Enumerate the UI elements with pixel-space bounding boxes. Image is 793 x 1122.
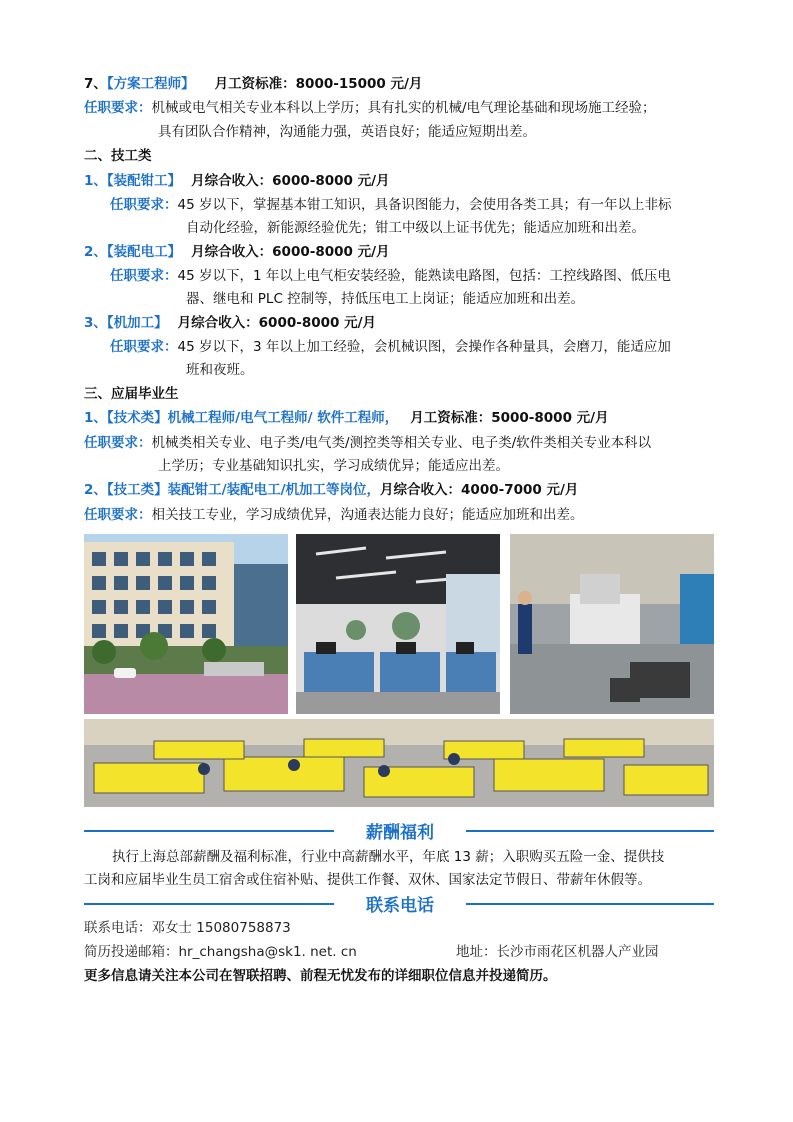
req-text: 相关技工专业，学习成绩优异，沟通表达能力良好；能适应加班和出差。 [151,507,584,523]
benefits-heading: 薪酬福利 [366,823,434,843]
contact-heading: 联系电话 [366,896,434,916]
section-heading-technicians: 二、技工类 [84,148,152,164]
req-text: 机械或电气相关专业本科以上学历；具有扎实的机械/电气理论基础和现场施工经验； [151,100,656,116]
tech-1-req-line1 [110,195,671,215]
job-title: 【装配钳工】 [106,173,182,189]
job-title: 【技术类】机械工程师/电气工程师/ 软件工程师， [106,410,399,426]
job-number: 3、 [84,315,107,331]
tech-2-req-line2: 器、继电和 PLC 控制等，持低压电工上岗证；能适应加班和出差。 [186,291,585,307]
workshop-illustration [510,534,714,714]
req-label: 任职要求： [84,435,152,451]
job-salary: 月综合收入：6000-8000 元/月 [191,173,390,189]
job-salary: 月综合收入：4000-7000 元/月 [380,482,579,498]
job-salary: 月工资标准：5000-8000 元/月 [410,410,609,426]
job-salary: 月工资标准：8000-15000 元/月 [214,76,423,92]
req-text: 45 岁以下，掌握基本钳工知识，具备识图能力，会使用各类工具；有一年以上非标 [177,197,672,213]
divider-right [466,903,714,905]
job-title: 【方案工程师】 [106,76,195,92]
tech-1-req-line2: 自动化经验，新能源经验优先；钳工中级以上证书优先；能适应加班和出差。 [186,220,645,236]
req-label: 任职要求： [110,197,178,213]
photo-assembly-floor [84,719,714,807]
req-label: 任职要求： [84,100,152,116]
photo-office-building [84,534,288,714]
tech-3-req-line2: 班和夜班。 [186,362,254,378]
job-title: 【机加工】 [106,315,168,331]
job-number: 1、 [84,173,107,189]
divider-right [466,830,714,832]
req-label: 任职要求： [110,268,178,284]
grad-2-header [84,480,578,500]
tech-2-req-line1 [110,266,671,286]
tech-3-req-line1 [110,337,671,357]
req-text: 机械类相关专业、电子类/电气类/测控类等相关专业、电子类/软件类相关专业本科以 [151,435,652,451]
job-salary: 月综合收入：6000-8000 元/月 [177,315,377,331]
job-title: 【装配电工】 [106,244,182,260]
job-number: 2、 [84,482,107,498]
open-office-illustration [296,534,500,714]
benefits-line2: 工岗和应届毕业生员工宿舍或住宿补贴、提供工作餐、双休、国家法定节假日、带薪年休假等。 [84,872,651,888]
job-7-header [84,74,422,94]
contact-phone: 联系电话：邓女士 15080758873 [84,920,291,936]
req-label: 任职要求： [84,507,152,523]
job-number: 1、 [84,410,107,426]
req-text: 45 岁以下，1 年以上电气柜安装经验，能熟读电路图，包括：工控线路图、低压电 [177,268,671,284]
contact-address: 地址：长沙市雨花区机器人产业园 [456,944,659,960]
tech-2-header [84,242,390,262]
job-title: 【技工类】装配钳工/装配电工/机加工等岗位， [106,482,381,498]
tech-3-header [84,313,376,333]
job-number: 7、 [84,76,107,92]
grad-2-req-line1 [84,505,584,525]
req-text: 45 岁以下，3 年以上加工经验，会机械识图，会操作各种量具，会磨刀，能适应加 [177,339,671,355]
job-7-req-line2: 具有团队合作精神，沟通能力强，英语良好；能适应短期出差。 [158,124,536,140]
job-salary: 月综合收入：6000-8000 元/月 [191,244,390,260]
photo-open-office [296,534,500,714]
grad-1-req-line2: 上学历；专业基础知识扎实，学习成绩优异；能适应出差。 [158,458,509,474]
tech-1-header [84,171,390,191]
grad-1-header [84,408,609,428]
assembly-floor-illustration [84,719,714,807]
section-heading-graduates: 三、应届毕业生 [84,386,179,402]
contact-email[interactable]: 简历投递邮箱：hr_changsha@sk1. net. cn [84,944,357,960]
photo-machining-workshop [510,534,714,714]
req-label: 任职要求： [110,339,178,355]
grad-1-req-line1 [84,433,651,453]
job-number: 2、 [84,244,107,260]
job-7-req-line1 [84,98,656,118]
benefits-line1: 执行上海总部薪酬及福利标准，行业中高薪酬水平，年底 13 薪；入职购买五险一金、提供技 [112,849,665,865]
divider-left [84,830,334,832]
more-info-note: 更多信息请关注本公司在智联招聘、前程无忧发布的详细职位信息并投递简历。 [84,968,557,984]
divider-left [84,903,334,905]
office-building-illustration [84,534,288,714]
